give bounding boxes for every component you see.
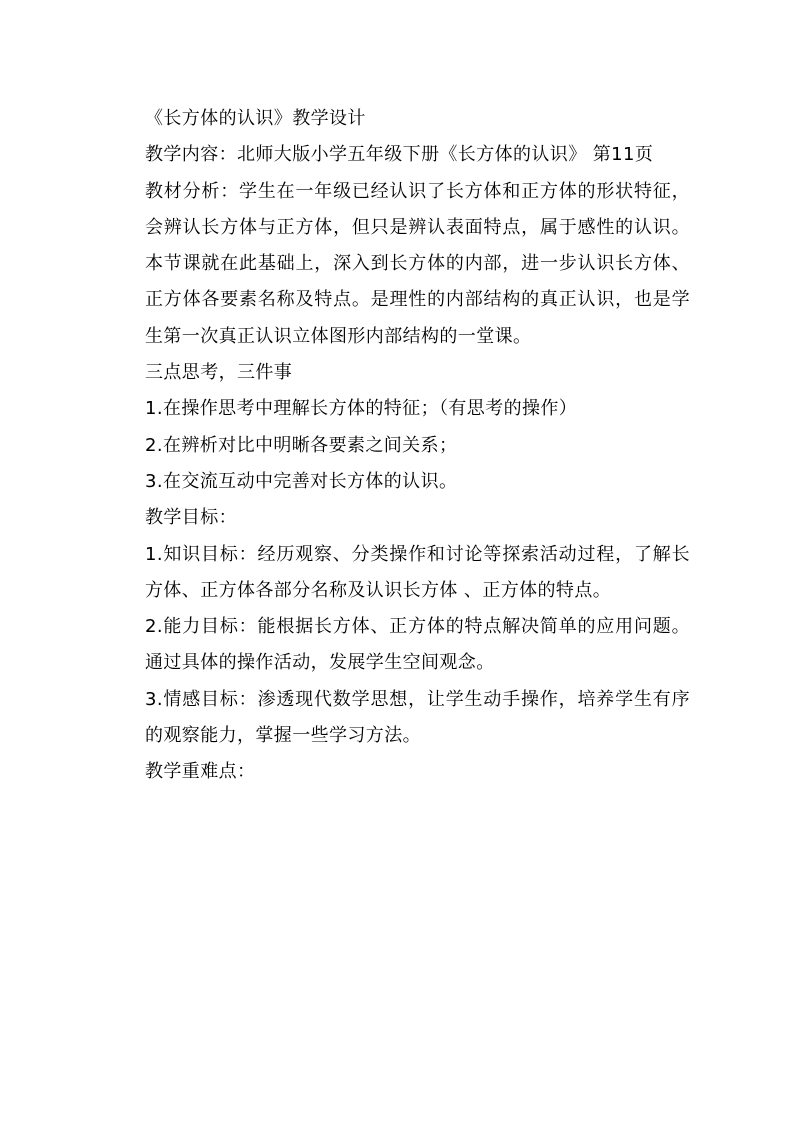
objectives-heading: 教学目标： [145,507,237,529]
material-analysis: 教材分析：学生在一年级已经认识了长方体和正方体的形状特征，会辨认长方体与正方体，但只是辨认表面特点，属于感性的认识。本节课就在此基础上，深入到长方体的内部，进一步认识长方体、正方体各要素名称及特点。是理性的内部结构的真正认识，也是学生第一次真正认识立体图形内部结构的一堂课。 [145,180,690,347]
three-point-item: 1.在操作思考中理解长方体的特征；（有思考的操作） [145,398,578,420]
objective-item: 1.知识目标：经历观察、分类操作和讨论等探索活动过程，了解长方体、正方体各部分名称及认识长方体 、正方体的特点。 [145,543,690,601]
document-title: 《长方体的认识》教学设计 [145,108,366,129]
key-difficulties-heading: 教学重难点： [145,761,256,783]
three-points-heading: 三点思考，三件事 [145,362,293,384]
three-point-item: 2.在辨析对比中明晰各要素之间关系； [145,434,458,456]
document-body [145,101,690,791]
objective-item: 2.能力目标：能根据长方体、正方体的特点解决简单的应用问题。通过具体的操作活动，发展学生空间观念。 [145,616,690,674]
objective-item: 3.情感目标：渗透现代数学思想，让学生动手操作，培养学生有序的观察能力，掌握一些学习方法。 [145,688,690,747]
teaching-content: 教学内容：北师大版小学五年级下册《长方体的认识》 第11页 [145,144,654,166]
three-point-item: 3.在交流互动中完善对长方体的认识。 [145,470,458,492]
